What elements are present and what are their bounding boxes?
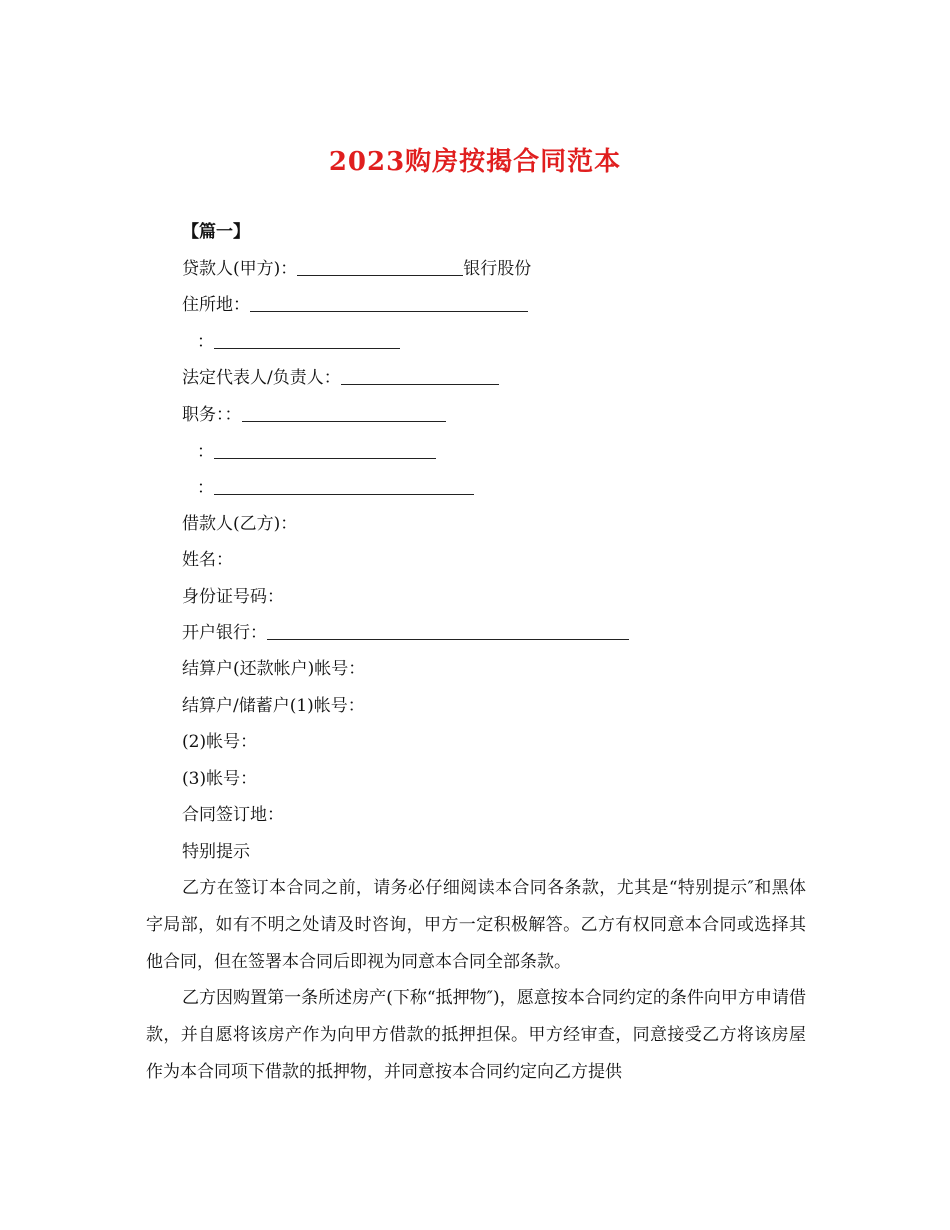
position-row — [182, 403, 446, 427]
paragraph-mortgage: 乙方因购置第一条所述房产(下称“抵押物″)，愿意按本合同约定的条件向甲方申请借款，并自愿将该房产作为向甲方借款的抵押担保。甲方经审查，同意接受乙方将该房屋作为本合同项下借款的抵押物，并同意按本合同约定向乙方提供 — [146, 988, 806, 1082]
paragraph-notice: 乙方在签订本合同之前，请务必仔细阅读本合同各条款，尤其是“特别提示″和黑体字局部，如有不明之处请及时咨询，甲方一定积极解答。乙方有权同意本合同或选择其他合同，但在签署本合同后即视为同意本合同全部条款。 — [146, 878, 806, 972]
lender-row — [182, 257, 531, 281]
legal-rep-label: 法定代表人/负责人： — [182, 368, 341, 388]
borrower-label: 借款人(乙方)： — [182, 514, 298, 534]
account-2-label: (2)帐号： — [182, 732, 258, 752]
settlement-account-label: 结算户(还款帐户)帐号： — [182, 659, 366, 679]
name-label: 姓名： — [182, 550, 233, 570]
account-3-label: (3)帐号： — [182, 769, 258, 789]
legal-rep-blank[interactable] — [341, 368, 499, 385]
colon-row-2 — [197, 440, 436, 464]
colon-row-1 — [197, 330, 400, 354]
lender-label: 贷款人(甲方)： — [182, 259, 298, 279]
colon-blank-2[interactable] — [214, 442, 436, 459]
colon-blank-1[interactable] — [214, 332, 400, 349]
address-label: 住所地： — [182, 295, 250, 315]
bank-label: 开户银行： — [182, 623, 267, 643]
colon-label: ： — [197, 332, 214, 352]
position-label: 职务：： — [182, 405, 242, 425]
signing-place-label: 合同签订地： — [182, 805, 284, 825]
colon-row-3 — [197, 476, 474, 500]
notice-heading: 特别提示 — [182, 842, 250, 862]
document-title: 2023购房按揭合同范本 — [328, 147, 622, 177]
bank-row — [182, 621, 629, 645]
lender-suffix: 银行股份 — [463, 259, 532, 279]
address-blank[interactable] — [250, 295, 528, 312]
colon-label: ： — [197, 478, 214, 498]
colon-label: ： — [197, 442, 214, 462]
address-row — [182, 293, 528, 317]
lender-blank[interactable] — [297, 259, 463, 276]
legal-rep-row — [182, 366, 499, 390]
position-blank[interactable] — [242, 405, 446, 422]
section-label: 【篇一】 — [182, 222, 250, 242]
colon-blank-3[interactable] — [214, 478, 474, 495]
id-number-label: 身份证号码： — [182, 587, 284, 607]
savings-account-label: 结算户/储蓄户(1)帐号： — [182, 696, 365, 716]
bank-blank[interactable] — [267, 623, 629, 640]
